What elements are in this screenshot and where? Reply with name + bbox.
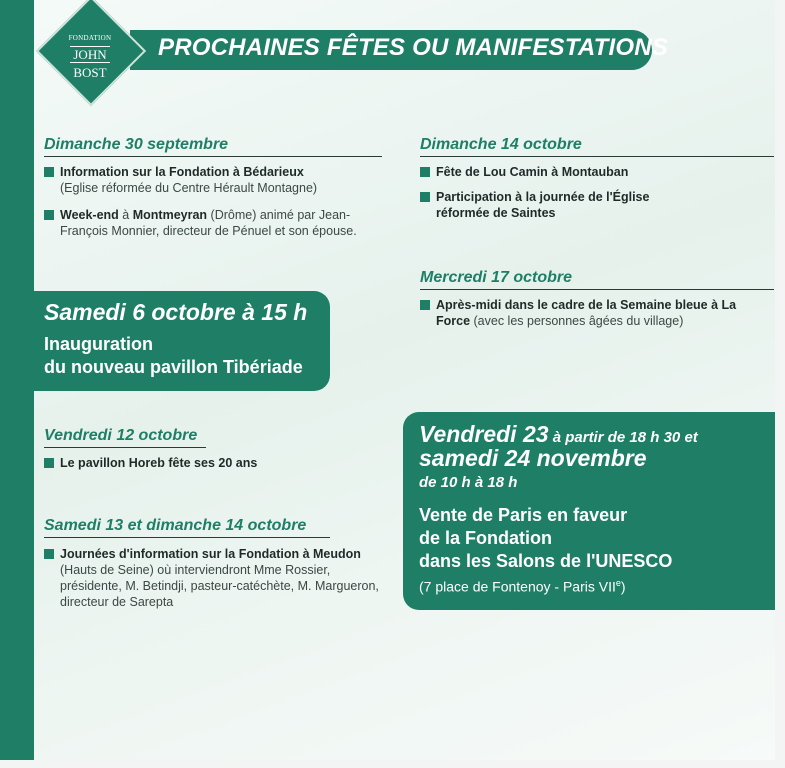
list-item xyxy=(44,164,384,196)
highlight-time: à partir de 18 h 30 et xyxy=(548,429,698,446)
highlight-line3: dans les Salons de l'UNESCO xyxy=(419,551,673,571)
bullet-icon xyxy=(420,167,430,177)
logo-line1: FONDATION xyxy=(68,34,112,42)
address-sup: e xyxy=(615,578,621,588)
bullet-icon xyxy=(44,549,54,559)
logo xyxy=(66,28,114,81)
item-detail: (Eglise réformée du Centre Hérault Montagne) xyxy=(60,181,318,195)
bullet-icon xyxy=(44,210,54,220)
item-title: Participation à la journée de l'Église réformée de Saintes xyxy=(436,190,650,220)
item-title: Week-end xyxy=(60,208,119,222)
highlight-date-line1 xyxy=(419,421,698,448)
bullet-icon xyxy=(420,192,430,202)
list-item xyxy=(420,164,760,180)
item-title: Le pavillon Horeb fête ses 20 ans xyxy=(60,456,258,470)
page-edge xyxy=(775,0,785,768)
item-connector: à xyxy=(118,208,133,222)
event-date-heading: Dimanche 14 octobre xyxy=(420,136,774,157)
event-date-heading: Vendredi 12 octobre xyxy=(44,427,206,448)
left-green-stripe xyxy=(0,0,34,768)
item-title: Après-midi dans le cadre de la Semaine bleue à La Force xyxy=(436,298,737,328)
list-item xyxy=(420,297,765,329)
item-place: Montmeyran xyxy=(132,208,208,222)
item-detail: (Drôme) animé par Jean-François Monnier, directeur de Pénuel et son épouse. xyxy=(60,208,357,238)
list-item xyxy=(44,546,386,610)
bullet-icon xyxy=(44,458,54,468)
item-title: Journées d'information sur la Fondation à Meudon xyxy=(60,547,361,561)
list-item xyxy=(420,189,660,221)
item-title: Fête de Lou Camin à Montauban xyxy=(436,165,629,179)
event-date-heading: Dimanche 30 septembre xyxy=(44,136,382,157)
highlight-line1: Vente de Paris en faveur xyxy=(419,505,628,525)
highlight-line2: du nouveau pavillon Tibériade xyxy=(44,357,303,377)
item-detail: (Hauts de Seine) où interviendront Mme Rossier, présidente, M. Betindji, pasteur-catéchète, M. Margueron, directeur de Sarepta xyxy=(60,563,379,609)
highlight-time2: de 10 h à 18 h xyxy=(419,474,518,491)
address-end: ) xyxy=(620,578,626,595)
highlight-date: Vendredi 23 xyxy=(419,421,549,447)
highlight-address xyxy=(419,578,626,595)
highlight-line2: de la Fondation xyxy=(419,528,552,548)
highlight-date2: samedi 24 novembre xyxy=(419,445,647,471)
event-date-heading: Mercredi 17 octobre xyxy=(420,269,774,290)
page-edge-bottom xyxy=(0,760,785,768)
bullet-icon xyxy=(44,167,54,177)
item-detail: (avec les personnes âgées du village) xyxy=(470,314,684,328)
page-title: PROCHAINES FÊTES OU MANIFESTATIONS xyxy=(158,34,668,61)
highlight-date: Samedi 6 octobre à 15 h xyxy=(44,299,308,325)
item-title: Information sur la Fondation à Bédarieux xyxy=(60,165,304,179)
highlight-line1: Inauguration xyxy=(44,334,153,354)
address-text: (7 place de Fontenoy - Paris VII xyxy=(419,578,616,595)
highlight-box-inauguration xyxy=(34,291,330,391)
logo-line2: JOHN xyxy=(70,46,110,63)
bullet-icon xyxy=(420,300,430,310)
highlight-box-vente xyxy=(403,412,775,610)
list-item xyxy=(44,207,380,239)
event-date-heading: Samedi 13 et dimanche 14 octobre xyxy=(44,517,330,538)
list-item xyxy=(44,455,364,471)
logo-line3: BOST xyxy=(73,65,107,80)
